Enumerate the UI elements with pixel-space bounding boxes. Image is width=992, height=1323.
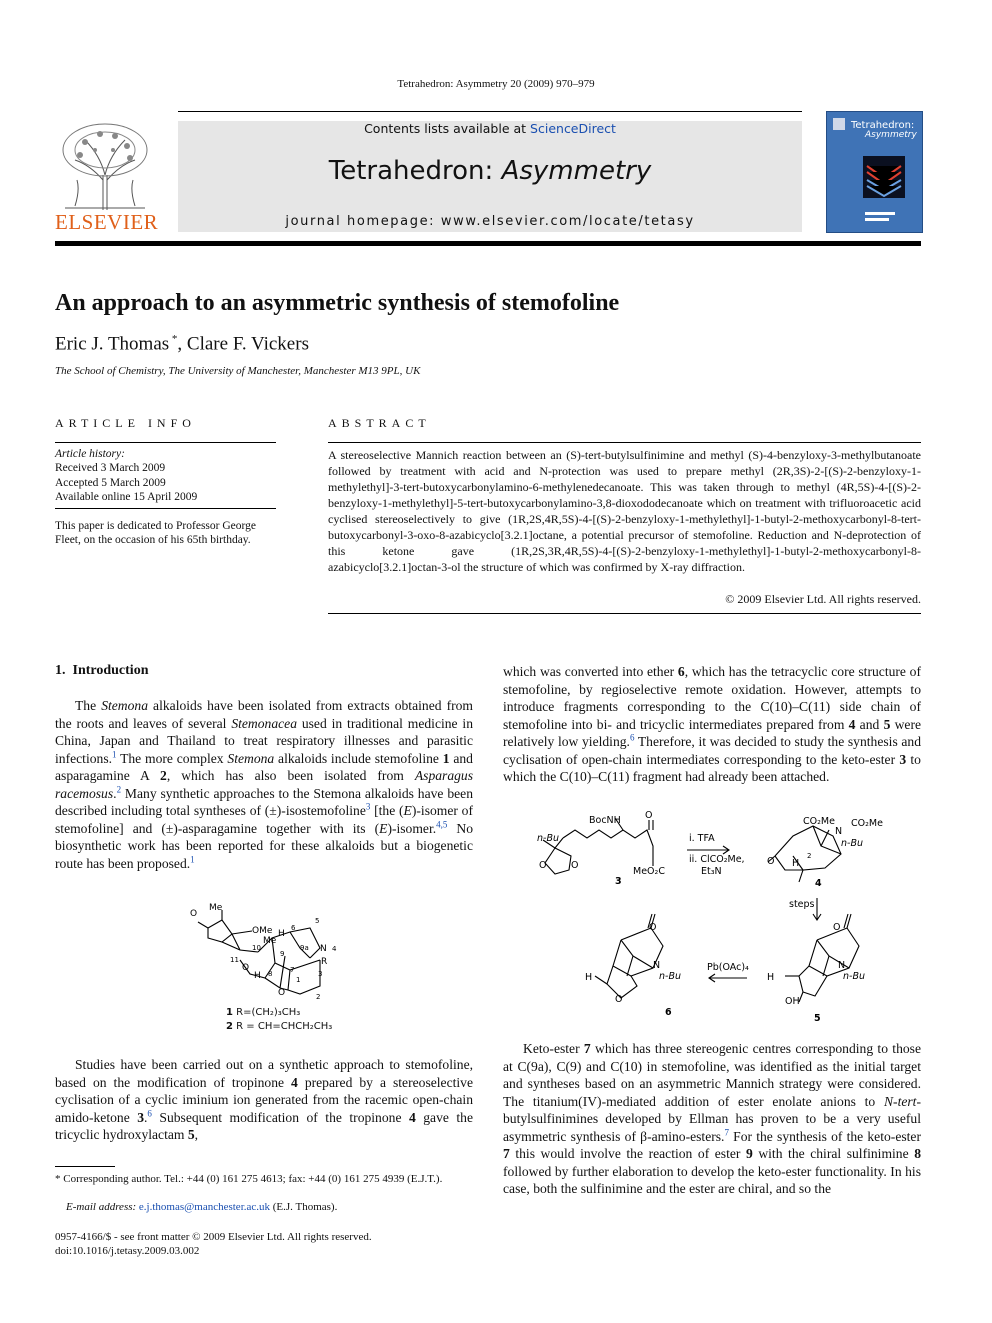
structure-label: R [321, 957, 328, 967]
structure-label: 7 [290, 966, 295, 974]
structure-label: Me [209, 903, 223, 913]
structure-label: H [278, 929, 285, 939]
figure-caption: 1 R=(CH₂)₃CH₃ 2 R = CH=CHCH₂CH₃ [226, 1007, 333, 1032]
reference-link[interactable]: 1 [112, 748, 117, 759]
issn-line: 0957-4166/$ - see front matter © 2009 Elsevier Ltd. All rights reserved. [55, 1231, 372, 1243]
footnote-divider [55, 1166, 115, 1167]
journal-cover [826, 111, 923, 233]
structure-label: 2 [316, 993, 321, 1001]
reference-link[interactable]: 7 [724, 1126, 729, 1137]
scheme-label: H [585, 972, 593, 983]
structure-label: 5 [315, 917, 320, 925]
article-info-heading: ARTICLE INFO [55, 416, 196, 430]
publisher-wordmark: ELSEVIER [55, 210, 159, 234]
scheme-label: n-Bu [841, 838, 863, 849]
reference-link[interactable]: 6 [147, 1107, 152, 1118]
cover-title: Tetrahedron: [851, 120, 915, 131]
divider [328, 442, 921, 443]
structure-label: O [242, 963, 250, 973]
structure-label: 6 [291, 924, 296, 932]
scheme-label: Pb(OAc)₄ [707, 962, 749, 973]
scheme-label: n-Bu [659, 971, 681, 982]
scheme-label: N [835, 826, 843, 837]
email-note: E-mail address: e.j.thomas@manchester.ac.uk (E.J. Thomas). [66, 1201, 338, 1213]
scheme-label: i. TFA [689, 833, 715, 844]
scheme-label: Et₃N [701, 866, 722, 877]
scheme-label: 2 [807, 852, 812, 860]
header-rule [178, 111, 802, 112]
author-list: Eric J. Thomas *, Clare F. Vickers [55, 333, 309, 355]
cover-subtitle: Asymmetry [865, 130, 917, 140]
scheme-label: O [615, 994, 623, 1005]
scheme-label: O [649, 922, 657, 933]
abstract-heading: ABSTRACT [328, 416, 431, 430]
scheme-label: steps [789, 899, 815, 910]
structure-label: 9 [280, 950, 285, 958]
scheme-label: CO₂Me [803, 816, 835, 827]
scheme-label: O [833, 922, 841, 933]
author-name[interactable]: Clare F. Vickers [186, 333, 309, 355]
divider [328, 613, 921, 614]
scheme-label: n-Bu [537, 833, 559, 844]
structure-label: 10 [252, 944, 261, 952]
email-link[interactable]: e.j.thomas@manchester.ac.uk [138, 1201, 271, 1213]
intro-paragraph-2: Studies have been carried out on a synthetic approach to stemofoline, based on the modification of tropinone 4 prepared by a stereoselective cyclisation of a cyclic iminium ion generated from the racemic open-chain amido-ketone 3.$^6$ Subsequent modification of the tropinone 4 gave the tricyclic hydroxylactam 5, [55, 1057, 473, 1142]
scheme-label: n-Bu [843, 971, 865, 982]
doi-line[interactable]: doi:10.1016/j.tetasy.2009.03.002 [55, 1245, 200, 1257]
reference-link[interactable]: 1 [190, 853, 195, 864]
synthesis-scheme [503, 808, 921, 1030]
copyright-line: © 2009 Elsevier Ltd. All rights reserved. [725, 592, 921, 606]
scheme-label: O [539, 860, 547, 871]
reference-link[interactable]: 4,5 [436, 818, 448, 829]
author-name[interactable]: Eric J. Thomas [55, 333, 170, 355]
intro-paragraph-1: The Stemona alkaloids have been isolated from extracts obtained from the roots and leaves of several Stemonacea used in traditional medicine in China, Japan and Thailand to treat respiratory illnesses and parasitic infections.$^1$ The more complex Stemona alkaloids include stemofoline 1 and asparagamine A 2, which has also been isolated from Asparagus racemosus.$^2$ Many synthetic approaches to the Stemona alkaloids have been described including total syntheses of (±)-isostemofoline$^3$ [the (E)-isomer of stemofoline] and (±)-asparagamine together with its (E)-isomer.$^{4,5}$ No biosynthetic work has been reported for these alkaloids but a biogenetic route has been proposed.$^1$ [55, 698, 474, 871]
sciencedirect-link[interactable]: ScienceDirect [530, 121, 616, 136]
scheme-label: 6 [665, 1007, 672, 1018]
scheme-label: O [571, 860, 579, 871]
intro-paragraph-4: Keto-ester 7 which has three stereogenic centres corresponding to those at C(9a), C(9) and C(10) in stemofoline, was identified as the initial target and syntheses based on an asymmetric Mannich strategy were considered. The titanium(IV)-mediated addition of ester enolate anions to N-tert-butylsulfinimines developed by Ellman has proven to be a very useful asymmetric synthesis of β-amino-esters.$^7$ For the synthesis of the keto-ester 7 this would involve the reaction of ester 9 with the chiral sulfinimine 8 followed by further elaboration to develop the keto-ester functionality. In his case, both the sulfinimine and the ester are chiral, and so the [503, 1041, 921, 1196]
scheme-label: 4 [815, 878, 822, 889]
scheme-label: H [767, 972, 775, 983]
corresponding-author-note: * Corresponding author. Tel.: +44 (0) 161 275 4613; fax: +44 (0) 161 275 4939 (E.J.T.). [55, 1173, 443, 1185]
article-history: Article history: Received 3 March 2009 Accepted 5 March 2009 Available online 15 April 2009 [55, 448, 198, 504]
structure-label: 11 [230, 956, 239, 964]
abstract-text: A stereoselective Mannich reaction between an (S)-tert-butylsulfinimine and methyl (S)-4-benzyloxy-3-methylbutanoate followed by treatment with acid and N-protection was used to prepare methyl (2R,3S)-2-[(S)-2-benzyloxy-1-methylethyl]-3-tert-butoxycarbonylamino-6-methylenedecanoate. This was taken through to methyl (4R,5S)-4-[(S)-2-benzyloxy-1-methylethyl]-5-tert-butoxycarbonylamino-3,8-dioxododecanoate which on treatment with trifluoroacetic acid cyclised stereoselectively to give (1R,2S,4R,5S)-4-[(S)-2-benzyloxy-1-methylethyl]-1-butyl-2-methoxycarbonyl-8-tert-butoxycarbonyl-3-oxo-8-azabicyclo[3.2.1]octane, a potential precursor of stemofoline. Reduction and N-deprotection of this ketone gave (1R,2S,3R,4R,5S)-4-[(S)-2-benzyloxy-1-methylethyl]-1-butyl-2-methoxycarbonyl-8-azabicyclo[3.2.1]octan-3-ol the structure of which was confirmed by X-ray diffraction. [328, 448, 921, 574]
scheme-label: BocNH [589, 815, 621, 826]
divider [55, 442, 276, 443]
reference-link[interactable]: 2 [116, 783, 122, 794]
structure-label: 4 [332, 945, 337, 953]
structure-label: OMe [252, 926, 273, 936]
affiliation: The School of Chemistry, The University of Manchester, Manchester M13 9PL, UK [55, 365, 421, 377]
scheme-label: ii. ClCO₂Me, [689, 854, 745, 865]
section-heading-introduction: 1. Introduction [55, 663, 149, 678]
structure-label: 8 [268, 970, 273, 978]
reference-link[interactable]: 6 [629, 732, 635, 743]
structure-label: O [190, 909, 198, 919]
structure-label: 1 [296, 976, 301, 984]
scheme-label: CO₂Me [851, 818, 883, 829]
structure-label: N [320, 944, 327, 954]
dedication: This paper is dedicated to Professor George Fleet, on the occasion of his 65th birthday. [55, 520, 256, 547]
cover-artwork [863, 156, 905, 198]
scheme-label: N [838, 960, 846, 971]
scheme-label: H [792, 858, 800, 869]
structure-label: H [254, 971, 261, 981]
structure-label: 9a [300, 944, 309, 952]
header-thick-rule [55, 241, 921, 246]
scheme-label: 5 [814, 1013, 821, 1024]
scheme-label: OH [785, 996, 800, 1007]
journal-citation: Tetrahedron: Asymmetry 20 (2009) 970–979 [397, 78, 595, 90]
divider [55, 508, 276, 509]
scheme-label: O [645, 810, 653, 821]
structure-label: O [278, 988, 286, 998]
contents-line: Contents lists available at ScienceDirect [364, 121, 616, 136]
paper-title: An approach to an asymmetric synthesis of stemofoline [55, 290, 620, 316]
journal-title: Tetrahedron: Asymmetry [328, 156, 652, 186]
scheme-label: MeO₂C [633, 866, 665, 877]
structure-label: 3 [318, 970, 323, 978]
structure-label: Me [263, 936, 277, 946]
intro-paragraph-3: which was converted into ether 6, which has the tetracyclic core structure of stemofoline, by regioselective remote oxidation. However, attempts to introduce fragments corresponding to the C(10)–C(11) side chain of stemofoline into bi- and tricyclic intermediates prepared from 4 and 5 were relatively low yielding.$^6$ Therefore, it was decided to study the synthesis and cyclisation of open-chain intermediates corresponding to the keto-ester 3 to which the C(10)–C(11) fragment had already been attached. [503, 664, 922, 784]
journal-homepage[interactable]: journal homepage: www.elsevier.com/locate/tetasy [285, 214, 695, 229]
scheme-label: 3 [615, 876, 622, 887]
scheme-label: N [653, 960, 661, 971]
reference-link[interactable]: 3 [365, 801, 371, 812]
scheme-label: O [767, 856, 775, 867]
